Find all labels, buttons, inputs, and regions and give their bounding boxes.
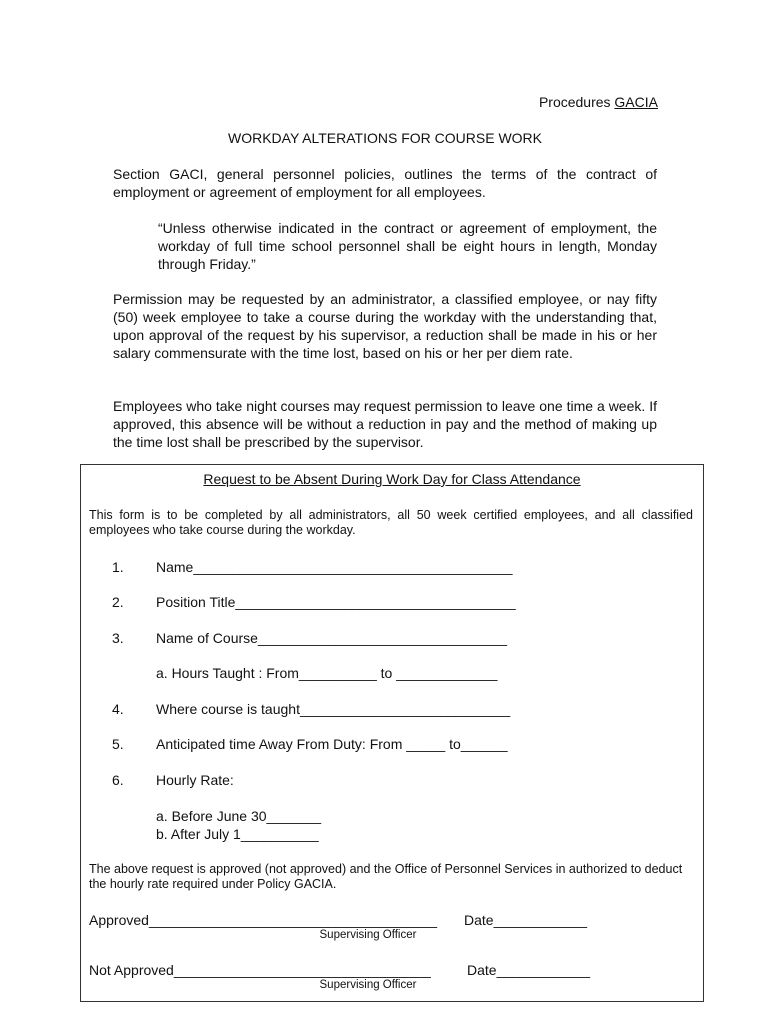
paragraph-permission: Permission may be requested by an administrator, a classified employee, or nay fifty (50) week employee to take a course during the workday with the understanding that, upon approval of the request by his supervisor, a reduction shall be made in his or her salary commensurate with the time lost, based on his or her per diem rate. (113, 291, 657, 361)
course-name-field[interactable]: Name of Course________________________________ (156, 630, 508, 646)
item-number-5: 5. (112, 736, 124, 752)
paragraph-night-courses: Employees who take night courses may request permission to leave one time a week. If approved, this absence will be without a reduction in pay and the method of making up the time lost shall be prescribed by the supervisor. (113, 398, 657, 450)
supervising-officer-caption-1: Supervising Officer (319, 929, 417, 941)
policy-quote: “Unless otherwise indicated in the contract or agreement of employment, the workday of full time school personnel shall be eight hours in length, Monday through Friday.” (158, 220, 657, 272)
name-field[interactable]: Name_________________________________________ (156, 559, 513, 575)
time-away-field[interactable]: Anticipated time Away From Duty: From _____ to______ (156, 736, 508, 752)
approval-statement: The above request is approved (not approved) and the Office of Personnel Services in authorized to deduct the hourly rate required under Policy GACIA. (89, 862, 683, 891)
item-number-4: 4. (112, 701, 124, 717)
paragraph-section-gaci: Section GACI, general personnel policies, outlines the terms of the contract of employment or agreement of employment for all employees. (113, 166, 657, 200)
procedures-header (400, 94, 658, 110)
form-intro: This form is to be completed by all administrators, all 50 week certified employees, and all classified employees who take course during the workday. (89, 508, 693, 537)
item-number-2: 2. (112, 594, 124, 610)
approved-signature-line[interactable]: Approved_____________________________________ (89, 912, 438, 928)
not-approved-date-field[interactable]: Date____________ (467, 962, 591, 978)
form-title: Request to be Absent During Work Day for Class Attendance (203, 471, 581, 487)
position-title-field[interactable]: Position Title____________________________________ (156, 594, 516, 610)
item-number-3: 3. (112, 630, 124, 646)
item-number-6: 6. (112, 772, 124, 788)
procedures-label: Procedures (538, 94, 615, 110)
rate-after-july-field[interactable]: b. After July 1__________ (156, 826, 319, 842)
item-number-1: 1. (112, 559, 124, 575)
not-approved-signature-line[interactable]: Not Approved_________________________________ (89, 962, 431, 978)
rate-before-june-field[interactable]: a. Before June 30_______ (156, 808, 322, 824)
course-location-field[interactable]: Where course is taught___________________________ (156, 701, 511, 717)
hourly-rate-label: Hourly Rate: (156, 772, 234, 788)
supervising-officer-caption-2: Supervising Officer (319, 979, 417, 991)
policy-code: GACIA (614, 94, 658, 110)
document-title: WORKDAY ALTERATIONS FOR COURSE WORK (228, 130, 542, 146)
approved-date-field[interactable]: Date____________ (464, 912, 588, 928)
hours-taught-field[interactable]: a. Hours Taught : From__________ to _____________ (156, 665, 498, 681)
